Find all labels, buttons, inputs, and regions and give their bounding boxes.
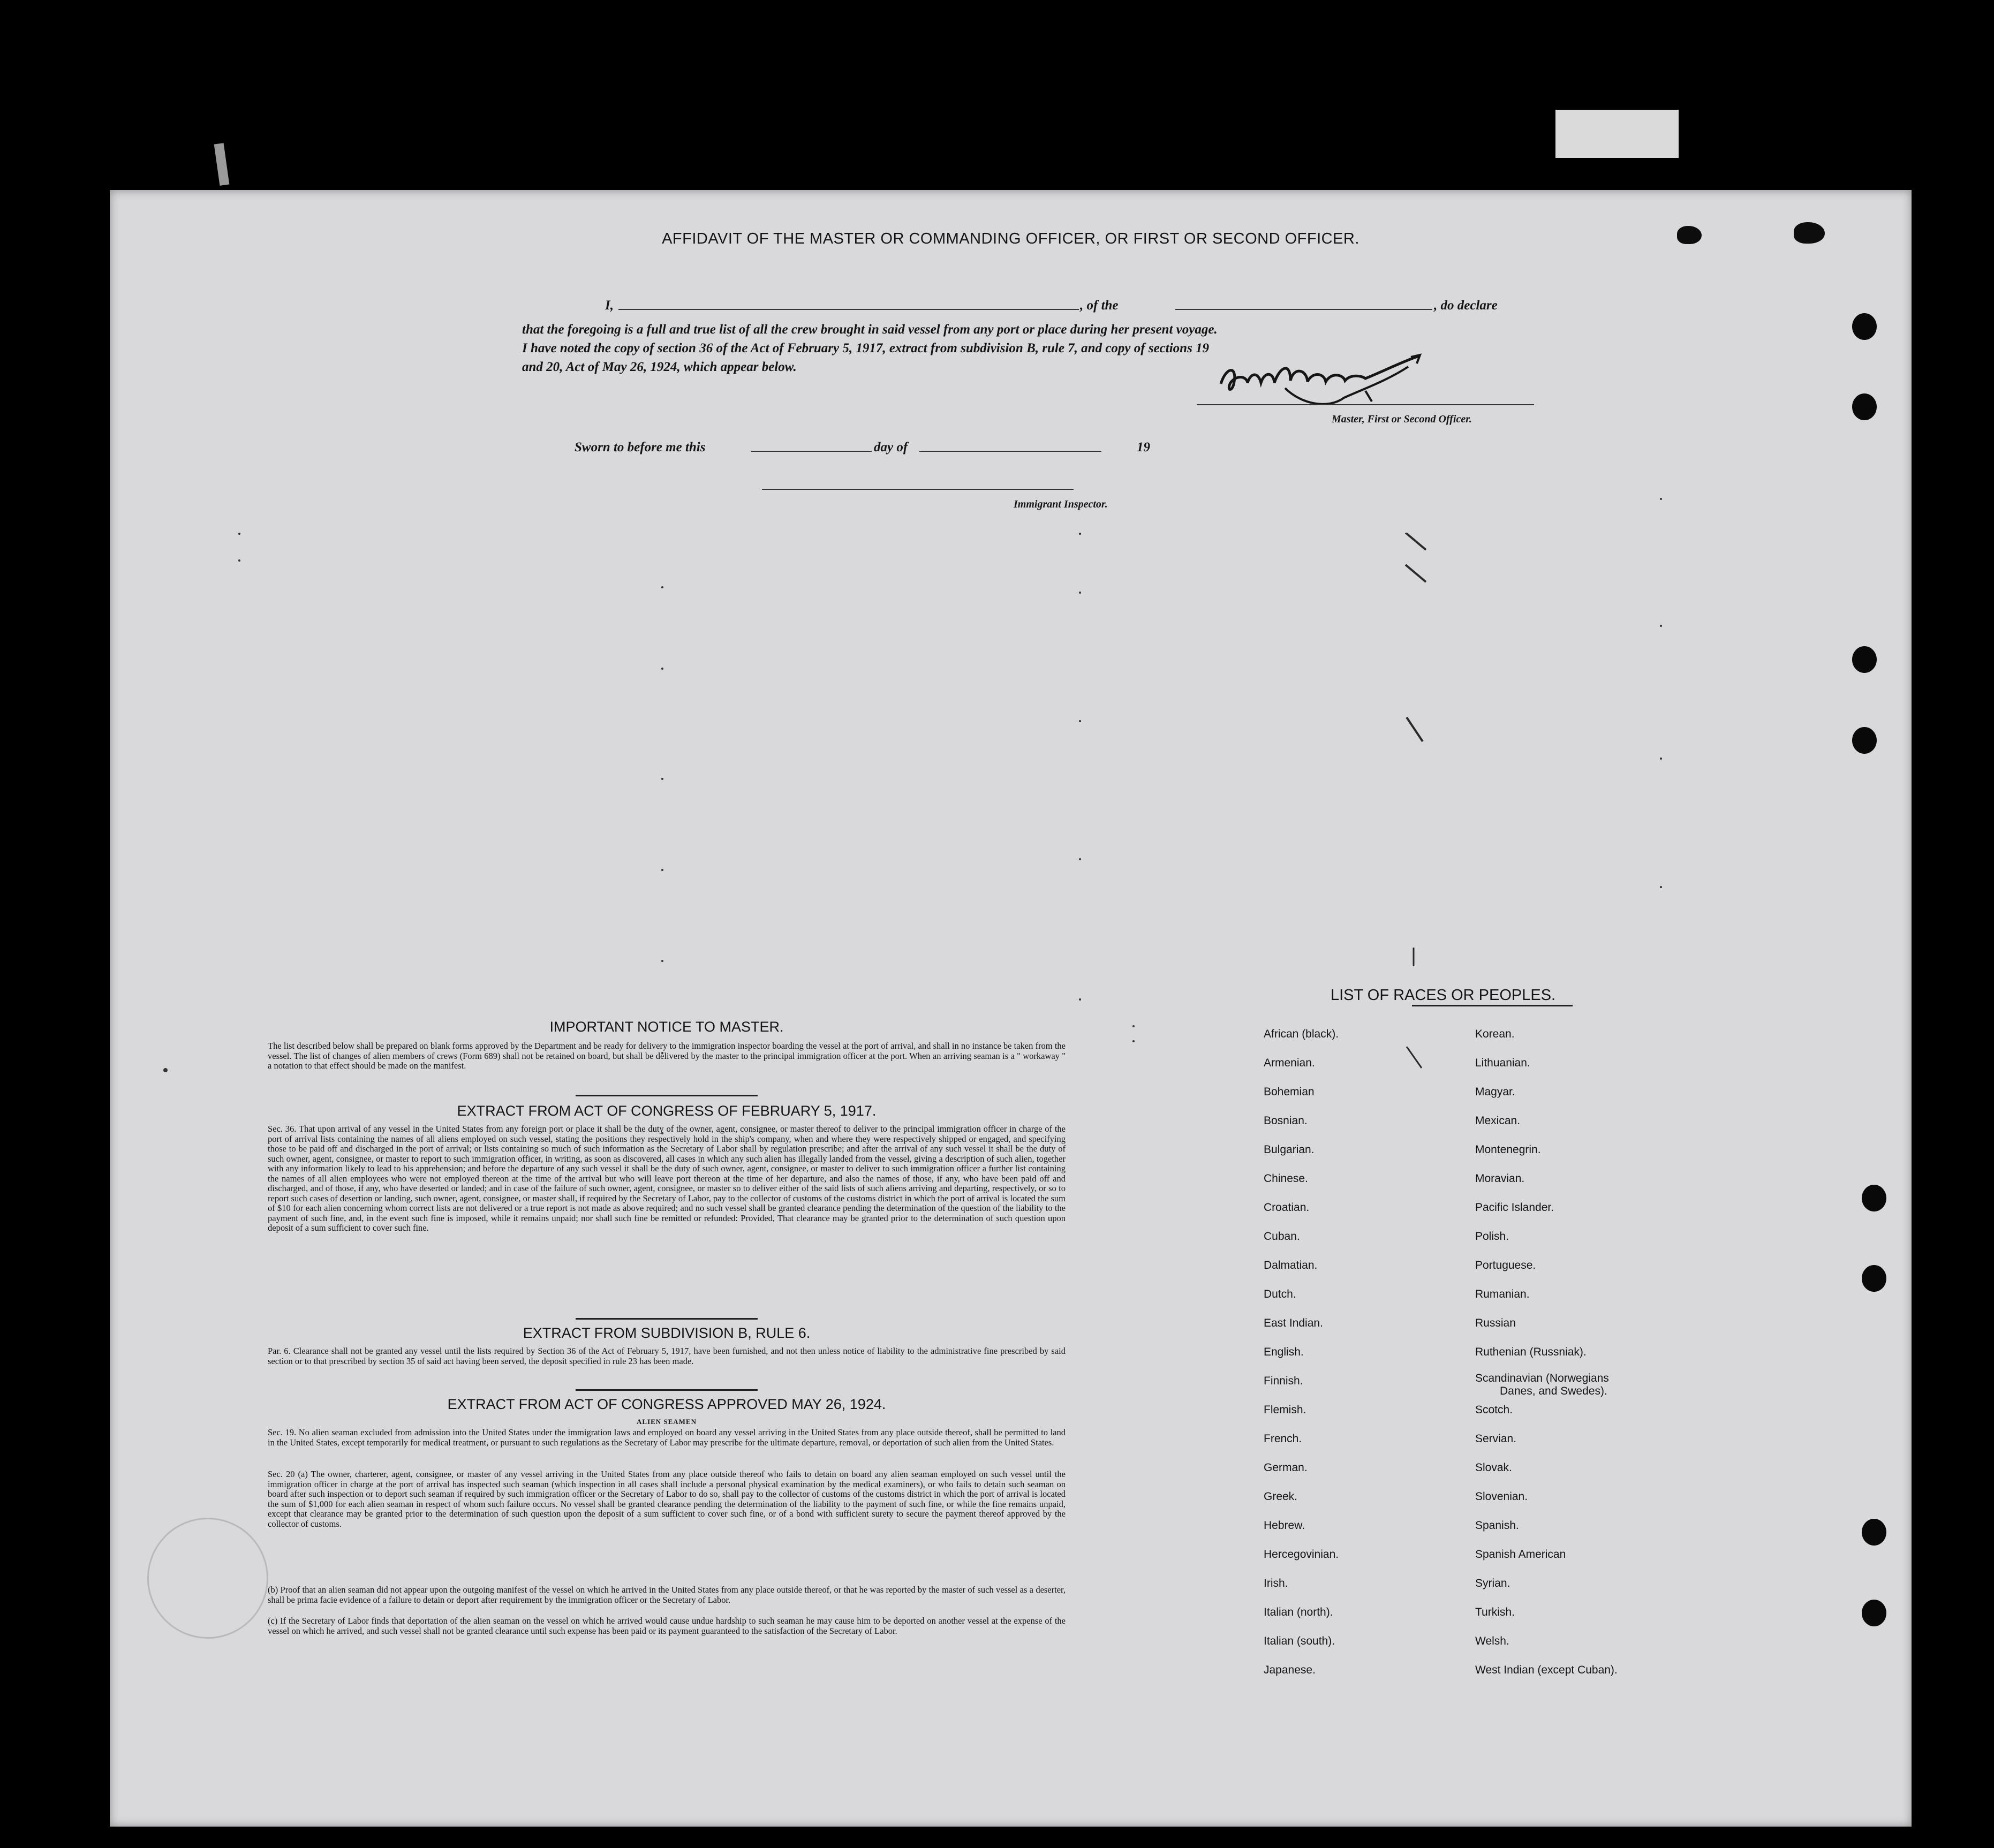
race-col2-continuation: Danes, and Swedes). (1500, 1385, 1607, 1397)
race-col1-item: Dalmatian. (1264, 1259, 1318, 1271)
race-col2-item: Mexican. (1475, 1115, 1521, 1127)
dot-mark (661, 668, 663, 670)
master-signature-line (1197, 404, 1534, 405)
punch-hole (1852, 313, 1877, 340)
section-divider (576, 1389, 758, 1391)
affidavit-line-2: that the foregoing is a full and true list of all the crew brought in said vessel from any port or place during her present voyage. (522, 322, 1218, 337)
dot-mark (238, 559, 240, 562)
race-col2-item: Syrian. (1475, 1577, 1510, 1589)
race-col2-item: Scandinavian (Norwegians (1475, 1372, 1609, 1384)
name-blank-line (618, 309, 1079, 310)
extract-1917-title: EXTRACT FROM ACT OF CONGRESS OF FEBRUARY 5, 1917. (457, 1103, 877, 1119)
dot-mark (1079, 592, 1081, 594)
race-col1-item: Dutch. (1264, 1288, 1296, 1300)
extract-1924-sec20a: Sec. 20 (a) The owner, charterer, agent, consignee, or master of any vessel arriving in the United States from any place outside thereof who fails to detain on board any alien seaman employed on such vessel until the immigration officer in charge at the port of arrival has inspected such seaman (which inspection in all cases shall include a personal physical examination by the medical examiners), or who fails to detain such seaman on board after such inspection or to deport such seaman if required by such immigration officer or the Secretary of Labor to do so, shall pay to the collector of customs of the customs district in which the port of arrival is located the sum of $1,000 for each alien seaman in respect of whom such failure occurs. No vessel shall be granted clearance pending the determination of the liability to the payment of such fine, or while the fine remains unpaid, except that clearance may be granted prior to the determination of such question upon the deposit of a sum sufficient to cover such fine, or of a bond with sufficient surety to secure the payment thereof approved by the collector of customs. (268, 1469, 1066, 1529)
punch-hole (1862, 1265, 1886, 1292)
race-col2-item: Turkish. (1475, 1606, 1515, 1618)
affidavit-i-label: I, (605, 298, 614, 313)
extract-1917-body: Sec. 36. That upon arrival of any vessel in the United States from any foreign port or place it shall be the duty of the owner, agent, consignee, or master thereof to deliver to the principal immigration officer in charge of the port of arrival lists containing the names of all aliens employed on such vessel, stating the positions they respectively hold in the ship's company, when and where they were respectively shipped or engaged, and specifying those to be paid off and discharged in the port of arrival; or lists containing so much of such information as the Secretary of Labor shall by regulation prescribe; and after the arrival of any such vessel it shall be the duty of such owner, agent, consignee, or master to report to such immigration officer, in writing, as soon as discovered, all cases in which any such alien has illegally landed from the vessel, giving a description of such alien, together with any information likely to lead to his apprehension; and before the departure of any such vessel it shall be the duty of such owner, agent, consignee, or master to deliver to such immigration officer a further list containing the names of all alien employees who were not employed thereon at the time of the arrival but who will leave port thereon at the time of her departure, and also the names of those, if any, who have been paid off and discharged, and of those, if any, who have deserted or landed; and in case of the failure of such owner, agent, consignee, or master so to deliver either of the said lists of such aliens arriving and departing, respectively, or so to report such cases of desertion or landing, such owner, agent, consignee, or master shall, if required by the Secretary of Labor, pay to the collector of customs of the customs district in which the port of arrival is located the sum of $10 for each alien concerning whom correct lists are not delivered or a true report is not made as above required; and no such vessel shall be granted clearance pending the determination of the question of the liability to the payment of such fine, and, in the event such fine is imposed, while it remains unpaid; nor shall such fine be remitted or refunded: Provided, That clearance may be granted prior to the determination of such question upon deposit of a sum sufficient to cover such fine. (268, 1124, 1066, 1233)
punch-hole (1862, 1519, 1886, 1546)
dot-mark (1132, 1040, 1135, 1042)
document-page (110, 190, 1912, 1827)
race-col2-item: Ruthenian (Russniak). (1475, 1346, 1587, 1358)
punch-hole (1852, 646, 1877, 673)
race-col2-item: Polish. (1475, 1230, 1509, 1243)
race-col1-item: Bosnian. (1264, 1115, 1308, 1127)
race-col1-item: Irish. (1264, 1577, 1288, 1589)
race-col1-item: Croatian. (1264, 1201, 1310, 1214)
race-col1-item: Greek. (1264, 1490, 1298, 1503)
race-col2-item: Portuguese. (1475, 1259, 1536, 1271)
race-col1-item: Bohemian (1264, 1086, 1315, 1098)
race-col2-item: Magyar. (1475, 1086, 1515, 1098)
pen-strokes (1395, 1047, 1448, 1105)
race-col1-item: Chinese. (1264, 1172, 1308, 1185)
race-col2-item: Montenegrin. (1475, 1143, 1541, 1156)
race-col1-item: Bulgarian. (1264, 1143, 1315, 1156)
punch-hole (1852, 393, 1877, 420)
race-col1-item: African (black). (1264, 1028, 1339, 1040)
sworn-day-blank-line (751, 451, 872, 452)
extract-1924-sec20c: (c) If the Secretary of Labor finds that deportation of the alien seaman on the vessel on which he arrived would cause undue hardship to such seaman he may cause him to be deported on another vessel at the expense of the vessel on which he arrived, and such vessel shall not be granted clearance until such expense has been paid or its payment guaranteed to the satisfaction of the Secretary of Labor. (268, 1616, 1066, 1636)
extract-1924-sec19: Sec. 19. No alien seaman excluded from admission into the United States under the immigration laws and employed on board any vessel arriving in the United States from any place outside thereof, shall be permitted to land in the United States, except temporarily for medical treatment, or pursuant to such regulations as the Secretary of Labor may prescribe for the ultimate departure, removal, or deportation of such alien from the United States. (268, 1427, 1066, 1448)
race-col1-item: English. (1264, 1346, 1304, 1358)
master-caption: Master, First or Second Officer. (1332, 413, 1472, 425)
affidavit-line-3: I have noted the copy of section 36 of the Act of February 5, 1917, extract from subdivision B, rule 7, and copy of sections 19 (522, 341, 1210, 355)
punch-hole (1852, 727, 1877, 754)
race-col1-item: German. (1264, 1461, 1308, 1474)
race-col2-item: Rumanian. (1475, 1288, 1530, 1300)
dot-mark (661, 960, 663, 962)
dot-mark (1079, 858, 1081, 860)
dot-mark (1660, 886, 1662, 888)
film-marker-tab (1555, 110, 1679, 158)
dot-mark (661, 869, 663, 871)
dot-mark (1660, 625, 1662, 627)
extract-1924-sec20b: (b) Proof that an alien seaman did not appear upon the outgoing manifest of the vessel on which he arrived in the United States from any place outside thereof, or that he was reported by the master of such vessel as a deserter, shall be prima facie evidence of a failure to detain or deport after requirement by the immigration officer or the Secretary of Labor. (268, 1585, 1066, 1605)
race-col1-item: Japanese. (1264, 1664, 1316, 1676)
race-col2-item: Korean. (1475, 1028, 1515, 1040)
punch-hole (1862, 1185, 1886, 1211)
extract-rule-body: Par. 6. Clearance shall not be granted any vessel until the lists required by Section 36 of the Act of February 5, 1917, have been furnished, and not then unless notice of liability to the administrative fine prescribed by said section or to that prescribed by section 35 of said act having been served, the deposit specified in rule 23 has been made. (268, 1346, 1066, 1366)
dot-mark (163, 1068, 168, 1072)
extract-1924-subtitle: ALIEN SEAMEN (636, 1418, 697, 1426)
notice-title: IMPORTANT NOTICE TO MASTER. (549, 1019, 784, 1035)
section-divider (576, 1095, 758, 1096)
affidavit-declare-label: , do declare (1434, 298, 1498, 313)
section-divider (576, 1318, 758, 1320)
race-col2-item: Moravian. (1475, 1172, 1525, 1185)
race-col2-item: Slovak. (1475, 1461, 1512, 1474)
pen-strokes (1395, 533, 1481, 972)
race-col2-item: West Indian (except Cuban). (1475, 1664, 1618, 1676)
race-col2-item: Scotch. (1475, 1404, 1513, 1416)
race-col2-item: Welsh. (1475, 1635, 1509, 1647)
race-col1-item: East Indian. (1264, 1317, 1323, 1329)
dot-mark (1132, 1025, 1135, 1027)
race-col2-item: Spanish. (1475, 1519, 1519, 1532)
races-title: LIST OF RACES OR PEOPLES. (1331, 987, 1556, 1004)
dot-mark (661, 778, 663, 780)
affidavit-title: AFFIDAVIT OF THE MASTER OR COMMANDING OFFICER, OR FIRST OR SECOND OFFICER. (662, 230, 1359, 247)
race-col1-item: Italian (north). (1264, 1606, 1333, 1618)
race-col1-item: Flemish. (1264, 1404, 1306, 1416)
dot-mark (1079, 533, 1081, 535)
race-col1-item: Finnish. (1264, 1375, 1303, 1387)
dot-mark (1660, 498, 1662, 500)
race-col2-item: Russian (1475, 1317, 1516, 1329)
race-col1-item: Cuban. (1264, 1230, 1300, 1243)
extract-1924-title: EXTRACT FROM ACT OF CONGRESS APPROVED MAY 26, 1924. (447, 1396, 886, 1412)
race-col1-item: French. (1264, 1433, 1302, 1445)
race-col2-item: Pacific Islander. (1475, 1201, 1554, 1214)
notice-body: The list described below shall be prepared on blank forms approved by the Department and be ready for delivery to the immigration inspector boarding the vessel at the port of arrival, and shall in no instance be taken from the vessel. The list of changes of alien members of crews (Form 689) shall not be retained on board, but shall be delivered by the master to the principal immigration officer at the port. When an arriving seaman is a " workaway " a notation to that effect should be made on the manifest. (268, 1041, 1066, 1071)
race-col1-item: Hercegovinian. (1264, 1548, 1339, 1561)
races-title-underline (1412, 1005, 1573, 1006)
master-signature (1205, 351, 1547, 420)
dot-mark (1079, 720, 1081, 722)
film-edge-mark (214, 143, 230, 186)
sworn-month-blank-line (919, 451, 1101, 452)
inspector-signature-line (762, 489, 1074, 490)
sworn-prefix: Sworn to before me this (575, 440, 706, 455)
extract-rule-title: EXTRACT FROM SUBDIVISION B, RULE 6. (523, 1325, 811, 1341)
affidavit-line-4: and 20, Act of May 26, 1924, which appear below. (522, 360, 797, 374)
dot-mark (238, 533, 240, 535)
inspector-caption: Immigrant Inspector. (1014, 498, 1108, 510)
race-col1-item: Armenian. (1264, 1057, 1315, 1069)
race-col2-item: Lithuanian. (1475, 1057, 1530, 1069)
dot-mark (1660, 758, 1662, 760)
race-col1-item: Hebrew. (1264, 1519, 1305, 1532)
affidavit-of-label: , of the (1080, 298, 1119, 313)
race-col1-item: Italian (south). (1264, 1635, 1335, 1647)
dot-mark (1079, 998, 1081, 1001)
race-col2-item: Servian. (1475, 1433, 1517, 1445)
faded-stamp (147, 1518, 268, 1639)
punch-hole (1862, 1600, 1886, 1626)
sworn-year: 19 (1137, 440, 1150, 455)
race-col2-item: Slovenian. (1475, 1490, 1528, 1503)
vessel-blank-line (1175, 309, 1432, 310)
race-col2-item: Spanish American (1475, 1548, 1566, 1561)
dot-mark (661, 586, 663, 588)
sworn-day-label: day of (874, 440, 908, 455)
